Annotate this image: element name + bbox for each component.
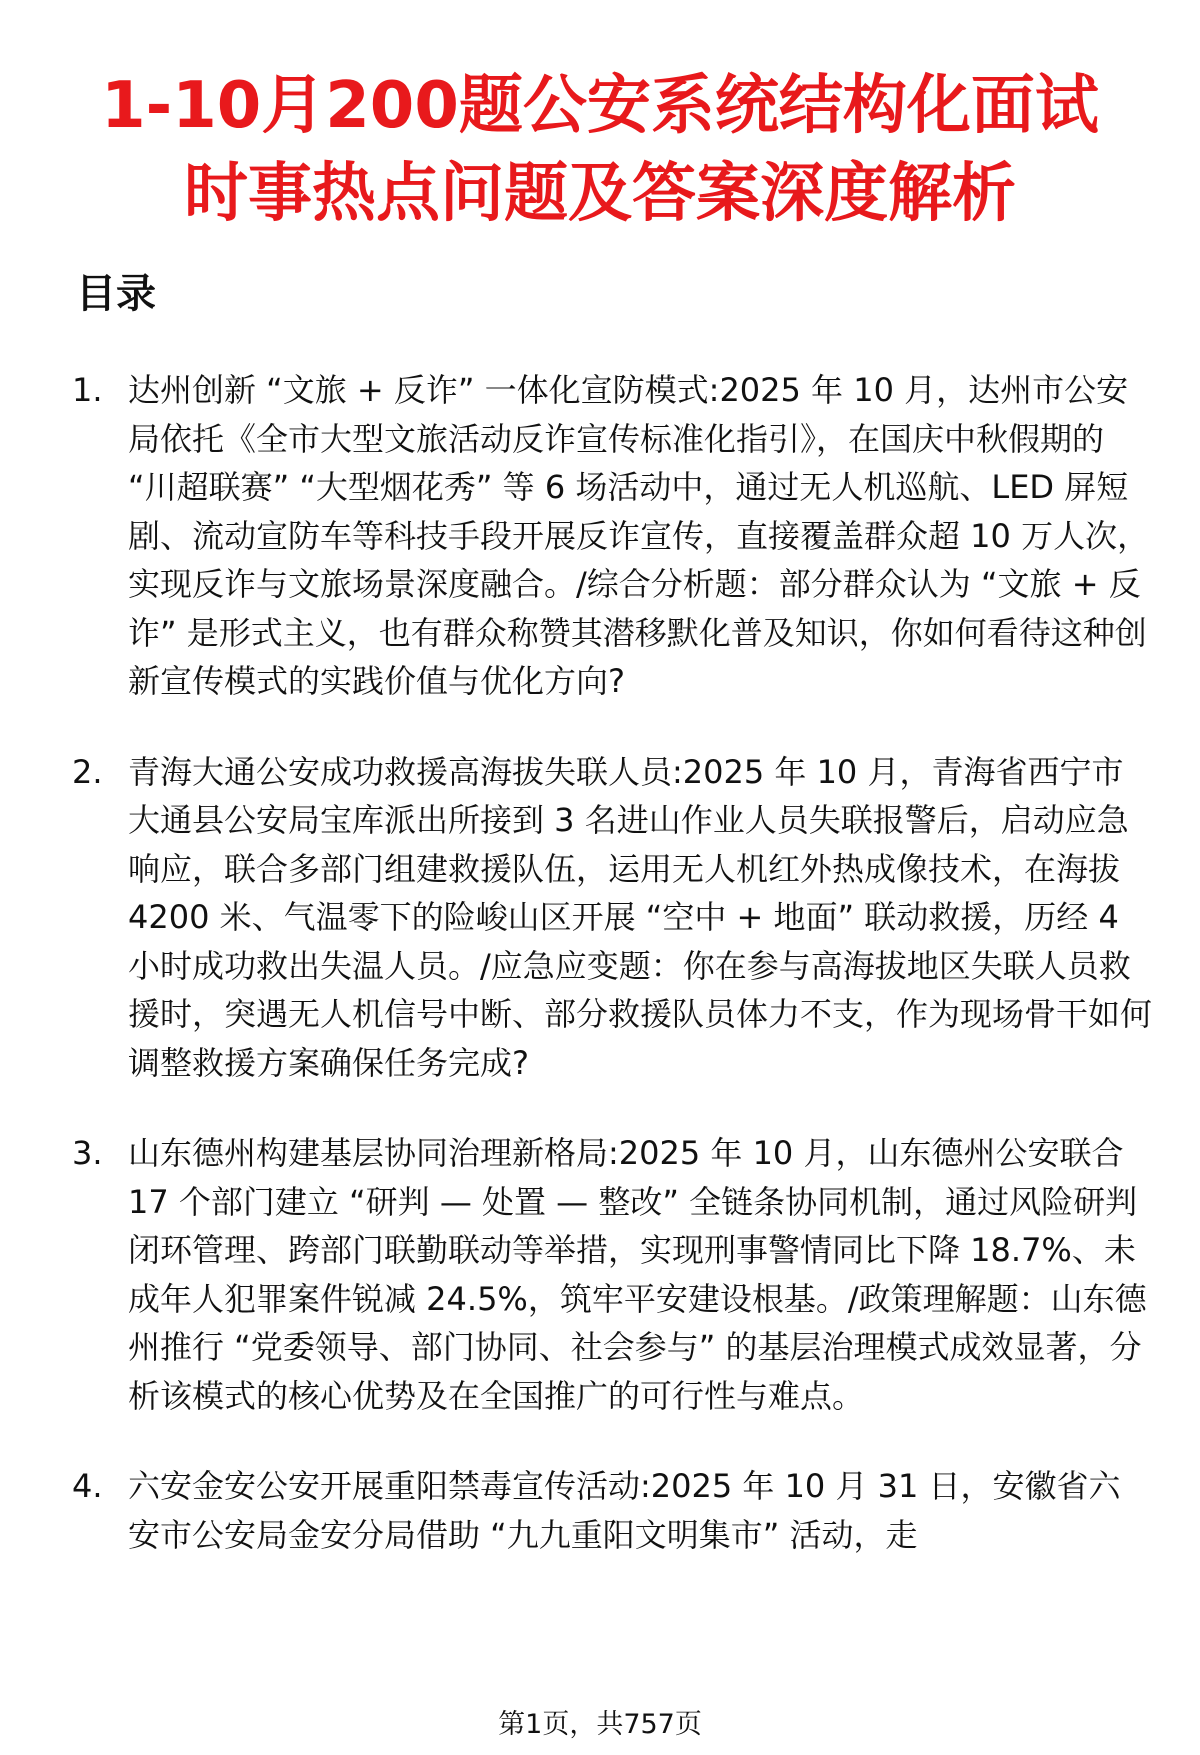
toc-item-number: 3. [72,1134,103,1172]
toc-heading: 目录 [76,271,156,317]
toc-item-text: 六安金安公安开展重阳禁毒宣传活动:2025 年 10 月 31 日，安徽省六安市公安局金安分局借助 “九九重阳文明集市” 活动，走 [128,1467,1121,1554]
toc-item-number: 1. [72,371,103,409]
toc-item-number: 2. [72,752,103,791]
toc-item-text: 达州创新 “文旅 + 反诈” 一体化宣防模式:2025 年 10 月，达州市公安局依托《全市大型文旅活动反诈宣传标准化指引》，在国庆中秋假期的 “川超联赛” “大型烟花秀” 等 6 场活动中，通过无人机巡航、LED 屏短剧、流动宣防车等科技手段开展反诈宣传，直接覆盖群众超 10 万人次，实现反诈与文旅场景深度融合。/综合分析题：部分群众认为 “文旅 + 反诈” 是形式主义，也有群众称赞其潜移默化普及知识，你如何看待这种创新宣传模式的实践价值与优化方向? [128,371,1150,700]
toc-item-1 [72,366,1152,706]
toc-list [72,366,1152,1601]
toc-item-4 [72,1462,1152,1559]
toc-item-3 [72,1129,1152,1420]
toc-item-number: 4. [72,1467,103,1505]
toc-item-text: 山东德州构建基层协同治理新格局:2025 年 10 月，山东德州公安联合 17 个部门建立 “研判 — 处置 — 整改” 全链条协同机制，通过风险研判闭环管理、跨部门联勤联动等举措，实现刑事警情同比下降 18.7%、未成年人犯罪案件锐减 24.5%，筑牢平安建设根基。/政策理解题：山东德州推行 “党委领导、部门协同、社会参与” 的基层治理模式成效显著，分析该模式的核心优势及在全国推广的可行性与难点。 [128,1134,1147,1415]
title-line-1: 1-10月200题公安系统结构化面试 [101,69,1099,143]
document-title [40,62,1160,238]
toc-item-2 [72,748,1152,1088]
title-line-2: 时事热点问题及答案深度解析 [184,157,1016,231]
toc-item-text: 青海大通公安成功救援高海拔失联人员:2025 年 10 月，青海省西宁市大通县公安局宝库派出所接到 3 名进山作业人员失联报警后，启动应急响应，联合多部门组建救援队伍，运用无人机红外热成像技术，在海拔 4200 米、气温零下的险峻山区开展 “空中 + 地面” 联动救援，历经 4 小时成功救出失温人员。/应急应变题：你在参与高海拔地区失联人员救援时，突遇无人机信号中断、部分救援队员体力不支，作为现场骨干如何调整救援方案确保任务完成? [128,752,1153,1082]
page-footer: 第1页，共757页 [498,1709,702,1740]
